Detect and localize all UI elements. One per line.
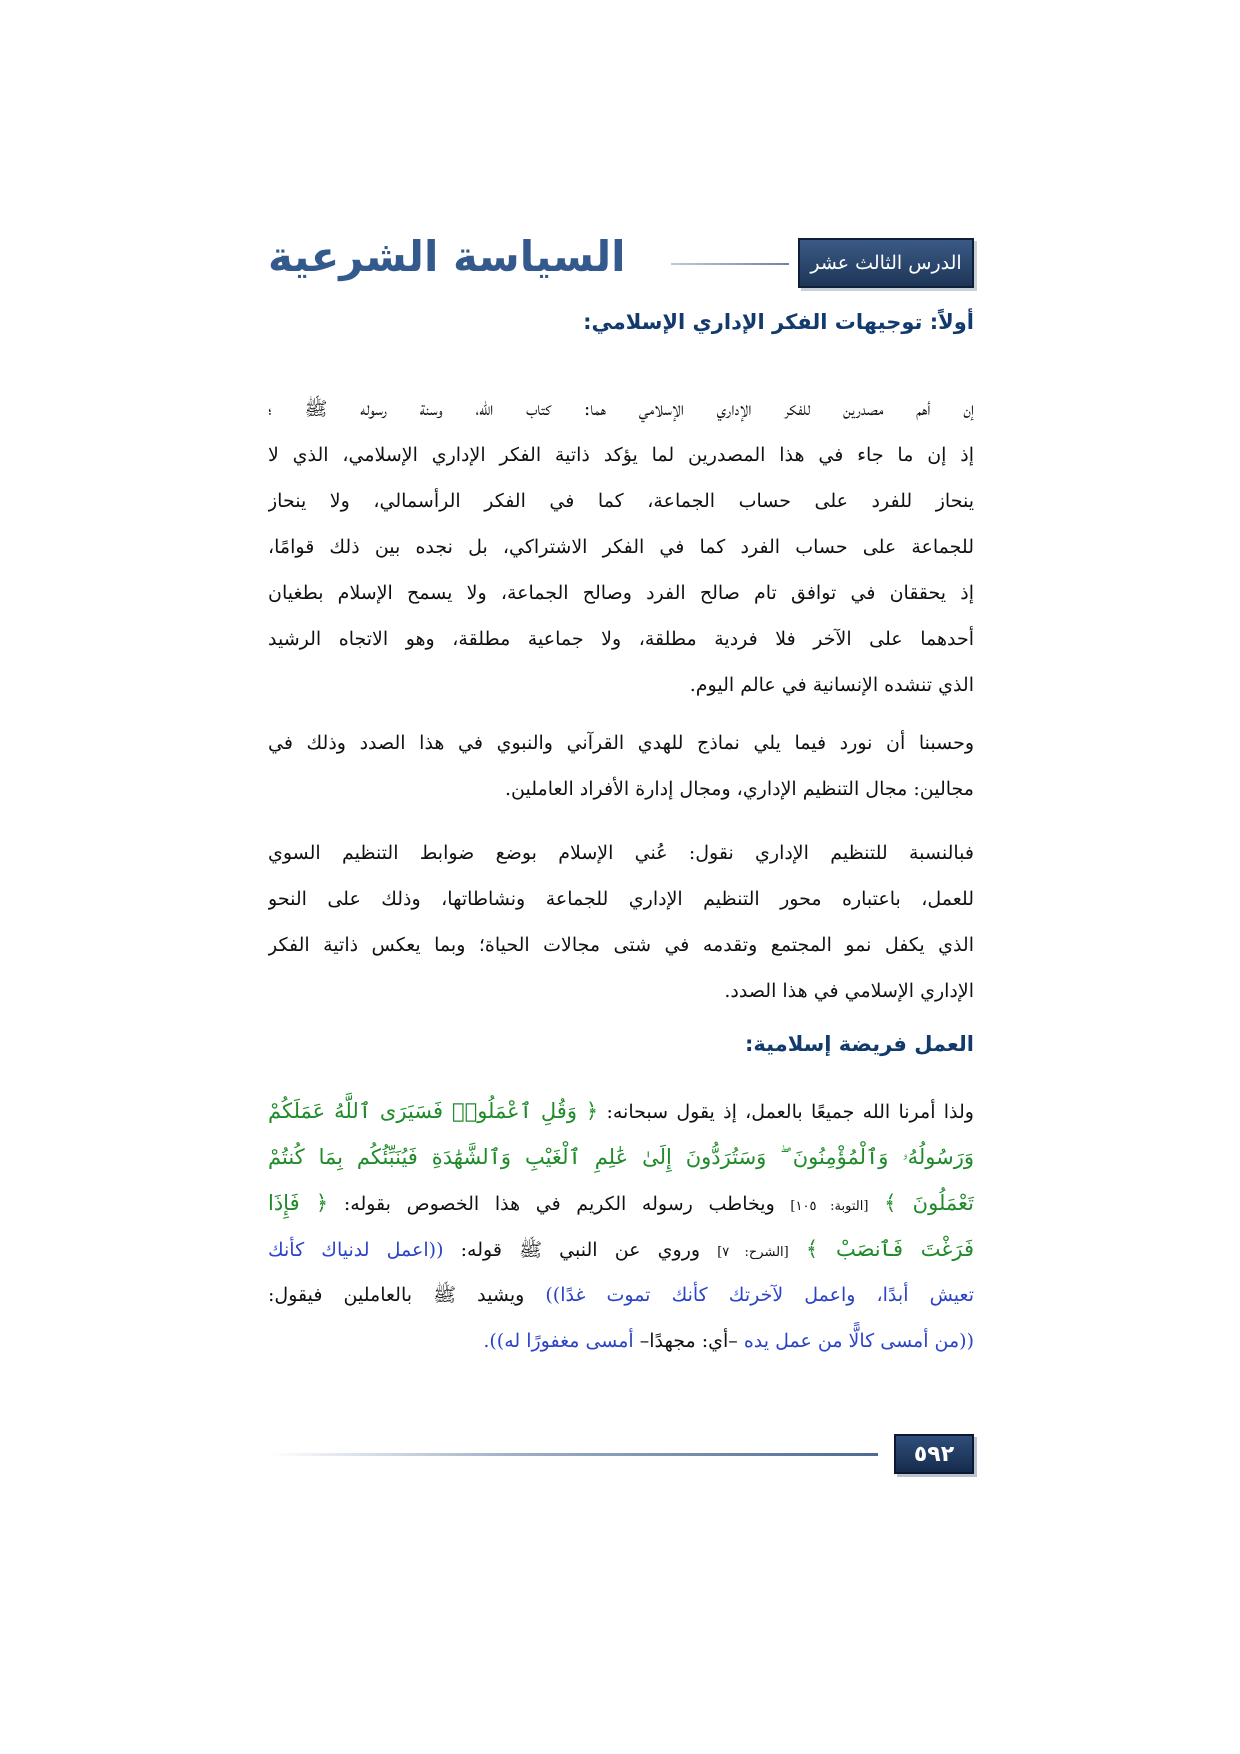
- text-line: [268, 1318, 974, 1364]
- header-divider: [671, 263, 789, 265]
- text-line: الذي تنشده الإنسانية في عالم اليوم.: [689, 674, 974, 696]
- hadith-text: أمسى مغفورًا له)).: [483, 1330, 640, 1352]
- text-line: [268, 1134, 974, 1180]
- paragraph-work-duty: [268, 1088, 974, 1364]
- text-line: الذي يكفل نمو المجتمع وتقدمه في شتى مجالات الحياة؛ وبما يعكس ذاتية الفكر: [268, 934, 974, 956]
- quran-verse: تَعْمَلُونَ ﴾: [884, 1191, 974, 1215]
- quran-verse: ﴿ وَقُلِ ٱعْمَلُوا۟ فَسَيَرَى ٱللَّهُ عَمَلَكُمْ: [268, 1099, 599, 1123]
- verse-reference: [التوبة: ١٠٥]: [790, 1199, 869, 1214]
- body-text: ويخاطب رسوله الكريم في هذا الخصوص بقوله:: [328, 1193, 791, 1215]
- book-page: [268, 232, 974, 1536]
- text-line: الإداري الإسلامي في هذا الصدد.: [724, 980, 974, 1002]
- footer-divider: [268, 1453, 878, 1456]
- text-line: إذ إن ما جاء في هذا المصدرين لما يؤكد ذاتية الفكر الإداري الإسلامي، الذي لا: [268, 444, 974, 466]
- text-line: [268, 1180, 974, 1226]
- hadith-text: تعيش أبدًا، واعمل لآخرتك كأنك تموت غدًا)): [545, 1284, 974, 1306]
- text-line: مجالين: مجال التنظيم الإداري، ومجال إدارة الأفراد العاملين.: [505, 778, 974, 800]
- page-header: [268, 232, 974, 294]
- body-text: ولذا أمرنا الله جميعًا بالعمل، إذ يقول سبحانه:: [598, 1101, 974, 1123]
- section-heading-guidance: أولاً: توجيهات الفكر الإداري الإسلامي:: [583, 310, 974, 334]
- text-line: للجماعة على حساب الفرد كما في الفكر الاشتراكي، بل نجده بين ذلك قوامًا،: [268, 536, 974, 558]
- text-line: [268, 1226, 974, 1272]
- page-number: ٥٩٢: [894, 1434, 974, 1474]
- body-text: –أي: مجهدًا–: [639, 1330, 738, 1352]
- text-line: إن أهم مصدرين للفكر الإداري الإسلامي هما: كتاب الله، وسنة رسوله ﷺ ؛: [268, 398, 974, 420]
- text-line: فبالنسبة للتنظيم الإداري نقول: عُني الإسلام بوضع ضوابط التنظيم السوي: [268, 842, 974, 864]
- text-line: أحدهما على الآخر فلا فردية مطلقة، ولا جماعية مطلقة، وهو الاتجاه الرشيد: [268, 628, 974, 650]
- verse-reference: [الشرح: ٧]: [717, 1245, 789, 1260]
- text-line: ينحاز للفرد على حساب الجماعة، كما في الفكر الرأسمالي، ولا ينحاز: [268, 490, 974, 512]
- quran-verse: وَرَسُولُهُۥ وَٱلْمُؤْمِنُونَ ۖ وَسَتُرَدُّونَ إِلَىٰ عَٰلِمِ ٱلْغَيْبِ وَٱلشَّهَٰدَةِ فَيُنَبِّئُكُم بِمَا كُنتُمْ: [268, 1145, 974, 1169]
- paragraph-models: [268, 720, 974, 812]
- text-line: [268, 1272, 974, 1318]
- body-text: ويشيد ﷺ بالعاملين فيقول:: [268, 1284, 546, 1306]
- quran-verse: ﴿ فَإِذَا: [268, 1191, 329, 1215]
- lesson-badge: الدرس الثالث عشر: [798, 238, 974, 288]
- hadith-text: ((من أمسى كالًّا من عمل يده: [737, 1330, 974, 1352]
- body-text: وروي عن النبي ﷺ قوله:: [443, 1239, 718, 1261]
- book-title: السياسة الشرعية: [268, 232, 626, 281]
- text-line: للعمل، باعتباره محور التنظيم الإداري للجماعة ونشاطاتها، وذلك على النحو: [268, 888, 974, 910]
- paragraph-organization: [268, 830, 974, 1014]
- hadith-text: ((اعمل لدنياك كأنك: [268, 1239, 444, 1261]
- quran-verse: فَرَغْتَ فَٱنصَبْ ﴾: [805, 1237, 974, 1261]
- text-line: [268, 1088, 974, 1134]
- paragraph-sources: [268, 386, 974, 708]
- section-heading-work-duty: العمل فريضة إسلامية:: [744, 1032, 974, 1056]
- text-line: إذ يحققان في توافق تام صالح الفرد وصالح الجماعة، ولا يسمح الإسلام بطغيان: [268, 582, 974, 604]
- text-line: وحسبنا أن نورد فيما يلي نماذج للهدي القرآني والنبوي في هذا الصدد وذلك في: [268, 732, 974, 754]
